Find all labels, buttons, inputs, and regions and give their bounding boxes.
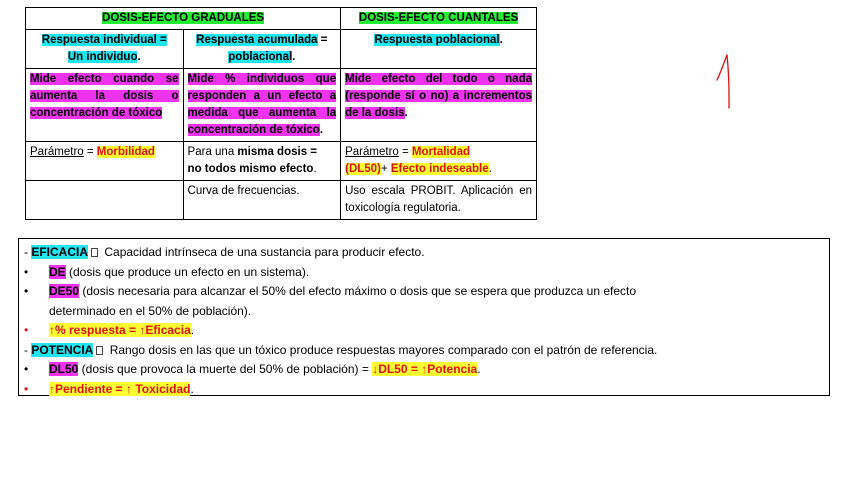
table-row — [26, 69, 537, 142]
header-cuantales: DOSIS-EFECTO CUANTALES — [341, 8, 537, 30]
cell-mide-graduales: Mide efecto cuando se aumenta la dosis o concentración de tóxico — [26, 69, 184, 142]
note-eficacia: - EFICACIA Capacidad intrínseca de una sustancia para producir efecto. — [24, 245, 425, 259]
note-de: • DE (dosis que produce un efecto en un sistema). — [24, 264, 310, 279]
note-de50: • DE50 (dosis necesaria para alcanzar el 50% del efecto máximo o dosis que se espera que produzca un efecto — [24, 284, 637, 298]
cell-individual: Respuesta individual = Un individuo. — [26, 30, 184, 69]
cell-probit: Uso escala PROBIT. Aplicación en toxicología regulatoria. — [341, 181, 537, 220]
dose-effect-table — [25, 7, 537, 220]
cell-parametro-morbilidad: Parámetro = Morbilidad — [26, 142, 184, 181]
cell-empty — [26, 181, 184, 220]
note-dl50: • DL50 (dosis que provoca la muerte del 50% de población) = ↓DL50 = ↑Potencia. — [24, 362, 481, 376]
table-row — [26, 181, 537, 220]
missing-glyph-icon — [91, 248, 98, 257]
note-de50-continued: determinado en el 50% de población). — [49, 303, 252, 318]
cell-mide-acumulada: Mide % individuos que responden a un efecto a medida que aumenta la concentración de tóxico. — [183, 69, 341, 142]
cell-poblacional: Respuesta poblacional. — [341, 30, 537, 69]
cell-misma-dosis: Para una misma dosis = no todos mismo efecto. — [183, 142, 341, 181]
note-eficacia-rule: • ↑% respuesta = ↑Eficacia. — [24, 323, 195, 337]
cell-parametro-mortalidad: Parámetro = Mortalidad (DL50)+ Efecto indeseable. — [341, 142, 537, 181]
cell-curva: Curva de frecuencias. — [183, 181, 341, 220]
handwritten-arrow-mark — [705, 50, 745, 112]
note-pendiente: • ↑Pendiente = ↑ Toxicidad. — [24, 381, 194, 396]
table-header-row — [26, 8, 537, 30]
missing-glyph-icon — [96, 346, 103, 355]
cell-mide-cuantales: Mide efecto del todo o nada (responde sí o no) a incrementos de la dosis. — [341, 69, 537, 142]
cell-acumulada: Respuesta acumulada = poblacional. — [183, 30, 341, 69]
notes-box — [18, 238, 830, 396]
table-row — [26, 30, 537, 69]
table-row — [26, 142, 537, 181]
note-potencia: - POTENCIA Rango dosis en las que un tóxico produce respuestas mayores comparado con el patrón de referencia. — [24, 342, 658, 357]
header-graduales: DOSIS-EFECTO GRADUALES — [26, 8, 341, 30]
